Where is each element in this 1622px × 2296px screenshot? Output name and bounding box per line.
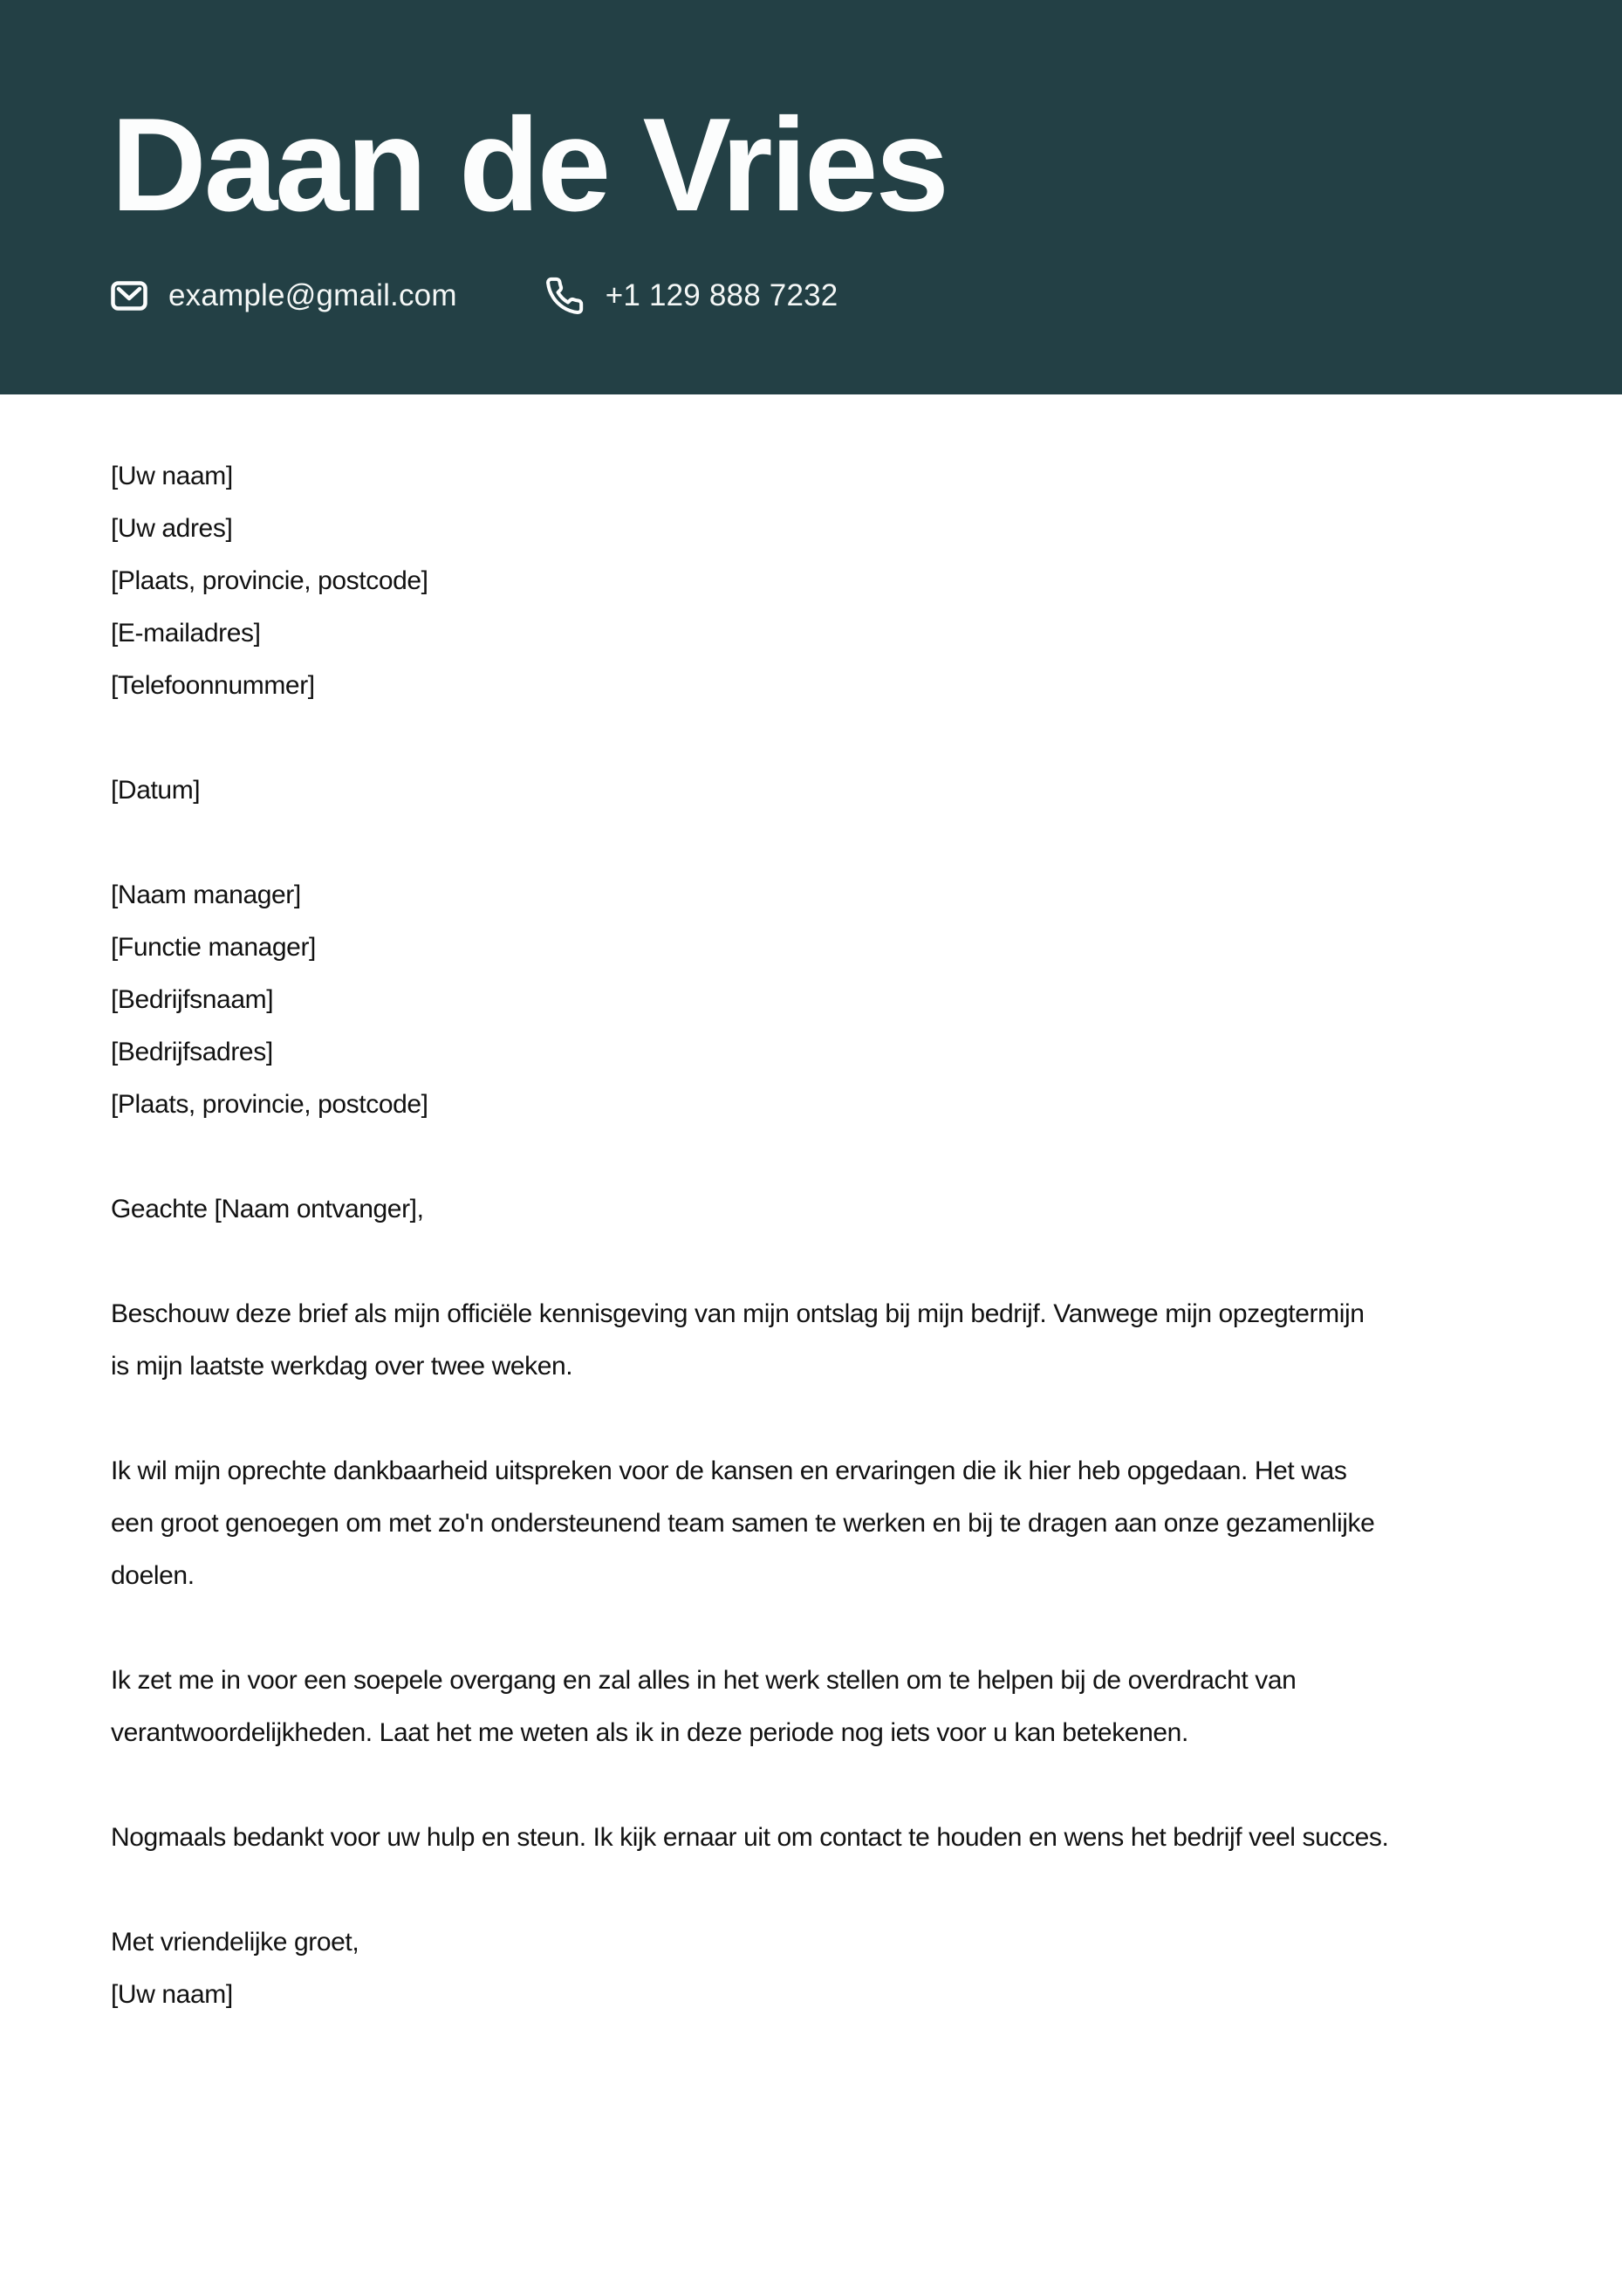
email-text: example@gmail.com bbox=[168, 278, 457, 312]
greeting-line: Geachte [Naam ontvanger], bbox=[111, 1195, 424, 1223]
recipient-city-line: [Plaats, provincie, postcode] bbox=[111, 1090, 428, 1119]
envelope-icon bbox=[111, 281, 147, 311]
paragraph-line: Ik zet me in voor een soepele overgang en zal alles in het werk stellen om te helpen bij de overdracht van bbox=[111, 1666, 1297, 1695]
paragraph-line: is mijn laatste werkdag over twee weken. bbox=[111, 1352, 573, 1381]
paragraph-line: een groot genoegen om met zo'n ondersteunend team samen te werken en bij te dragen aan onze gezamenlijke bbox=[111, 1509, 1375, 1538]
letter-header bbox=[0, 0, 1622, 394]
sender-address-line: [Uw adres] bbox=[111, 514, 233, 543]
contact-row bbox=[111, 276, 1511, 316]
signature-line: [Uw naam] bbox=[111, 1980, 233, 2009]
phone-icon bbox=[544, 276, 585, 316]
paragraph-line: Beschouw deze brief als mijn officiële kennisgeving van mijn ontslag bij mijn bedrijf. Vanwege mijn opzegtermijn bbox=[111, 1299, 1365, 1328]
recipient-company-line: [Bedrijfsnaam] bbox=[111, 985, 274, 1014]
recipient-address-line: [Bedrijfsadres] bbox=[111, 1038, 273, 1066]
recipient-name-line: [Naam manager] bbox=[111, 881, 301, 909]
closing-block bbox=[111, 1916, 1526, 2021]
sender-block bbox=[111, 450, 1526, 712]
phone-text: +1 129 888 7232 bbox=[605, 278, 838, 312]
paragraph-3 bbox=[111, 1655, 1526, 1759]
paragraph-line: Nogmaals bedankt voor uw hulp en steun. Ik kijk ernaar uit om contact te houden en wens het bedrijf veel succes. bbox=[111, 1823, 1389, 1852]
recipient-title-line: [Functie manager] bbox=[111, 933, 316, 962]
paragraph-line: Ik wil mijn oprechte dankbaarheid uitspreken voor de kansen en ervaringen die ik hier heb opgedaan. Het was bbox=[111, 1456, 1347, 1485]
paragraph-2 bbox=[111, 1445, 1526, 1602]
sender-city-line: [Plaats, provincie, postcode] bbox=[111, 566, 428, 595]
sender-email-line: [E-mailadres] bbox=[111, 619, 261, 648]
page-title: Daan de Vries bbox=[111, 91, 947, 239]
sender-name-line: [Uw naam] bbox=[111, 462, 233, 490]
paragraph-4 bbox=[111, 1812, 1526, 1864]
paragraph-1 bbox=[111, 1288, 1526, 1393]
paragraph-line: verantwoordelijkheden. Laat het me weten als ik in deze periode nog iets voor u kan betekenen. bbox=[111, 1718, 1188, 1747]
letter-body bbox=[0, 394, 1622, 2021]
greeting-block bbox=[111, 1183, 1526, 1236]
closing-line: Met vriendelijke groet, bbox=[111, 1928, 359, 1957]
contact-email bbox=[111, 278, 457, 313]
sender-phone-line: [Telefoonnummer] bbox=[111, 671, 315, 700]
date-line: [Datum] bbox=[111, 776, 201, 805]
contact-phone bbox=[544, 276, 838, 316]
recipient-block bbox=[111, 869, 1526, 1131]
paragraph-line: doelen. bbox=[111, 1561, 195, 1590]
date-block bbox=[111, 764, 1526, 817]
